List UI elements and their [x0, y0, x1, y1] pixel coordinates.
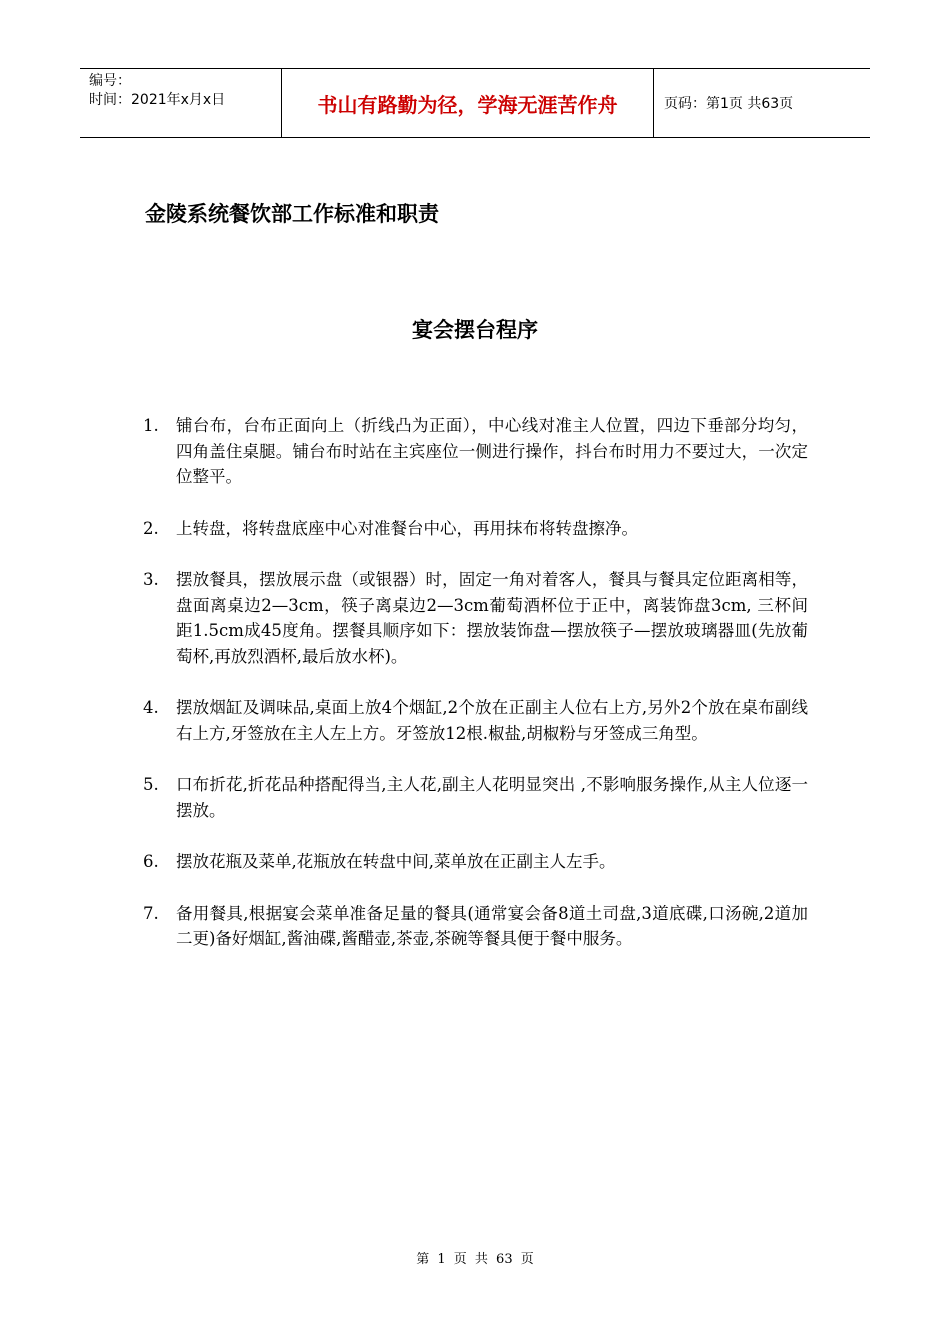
step-number: 3.: [143, 570, 159, 589]
header-page-code: [654, 69, 870, 137]
steps-list: [143, 413, 808, 978]
list-item: [143, 901, 808, 952]
step-text: 上转盘，将转盘底座中心对准餐台中心，再用抹布将转盘擦净。: [176, 518, 638, 538]
list-item: [143, 772, 808, 823]
document-title: 金陵系统餐饮部工作标准和职责: [145, 202, 439, 226]
date-label: 时间：2021年x月x日: [89, 92, 226, 108]
section-title: 宴会摆台程序: [412, 318, 538, 342]
footer-page-number: 第 1 页 共 63 页: [416, 1252, 534, 1267]
number-label: 编号：: [89, 73, 131, 89]
page-header: [80, 68, 870, 138]
list-item: [143, 695, 808, 746]
step-text: 摆放烟缸及调味品,桌面上放4个烟缸,2个放在正副主人位右上方,另外2个放在桌布副线右上方,牙签放在主人左上方。牙签放12根.椒盐,胡椒粉与牙签成三角型。: [176, 698, 808, 743]
list-item: [143, 849, 808, 875]
header-meta: [80, 69, 281, 137]
list-item: [143, 516, 808, 542]
page-code-text: 页码：第1页 共63页: [664, 96, 794, 112]
step-number: 2.: [143, 518, 159, 538]
list-item: [143, 413, 808, 490]
motto-text: 书山有路勤为径，学海无涯苦作舟: [317, 92, 618, 117]
step-text: 摆放餐具，摆放展示盘（或银器）时，固定一角对着客人，餐具与餐具定位距离相等，盘面离桌边2—3cm，筷子离桌边2—3cm葡萄酒杯位于正中，离装饰盘3cm, 三杯间距1.5cm成45度角。摆餐具顺序如下：摆放装饰盘—摆放筷子—摆放玻璃器皿(先放葡萄杯,再放烈酒杯,最后放水杯)。: [176, 570, 808, 666]
step-number: 7.: [143, 903, 159, 923]
step-number: 1.: [143, 416, 159, 435]
step-number: 4.: [143, 698, 159, 717]
step-number: 5.: [143, 775, 159, 794]
step-number: 6.: [143, 852, 159, 871]
page-footer: [0, 1248, 950, 1267]
step-text: 摆放花瓶及菜单,花瓶放在转盘中间,菜单放在正副主人左手。: [176, 852, 616, 871]
step-text: 备用餐具,根据宴会菜单准备足量的餐具(通常宴会备8道土司盘,3道底碟,口汤碗,2道加二更)备好烟缸,酱油碟,酱醋壶,茶壶,茶碗等餐具便于餐中服务。: [176, 903, 808, 948]
list-item: [143, 567, 808, 669]
header-motto: [281, 69, 654, 137]
step-text: 口布折花,折花品种搭配得当,主人花,副主人花明显突出 ,不影响服务操作,从主人位逐一摆放。: [176, 775, 808, 820]
step-text: 铺台布，台布正面向上（折线凸为正面），中心线对准主人位置，四边下垂部分均匀，四角盖住桌腿。铺台布时站在主宾座位一侧进行操作，抖台布时用力不要过大，一次定位整平。: [176, 416, 808, 486]
